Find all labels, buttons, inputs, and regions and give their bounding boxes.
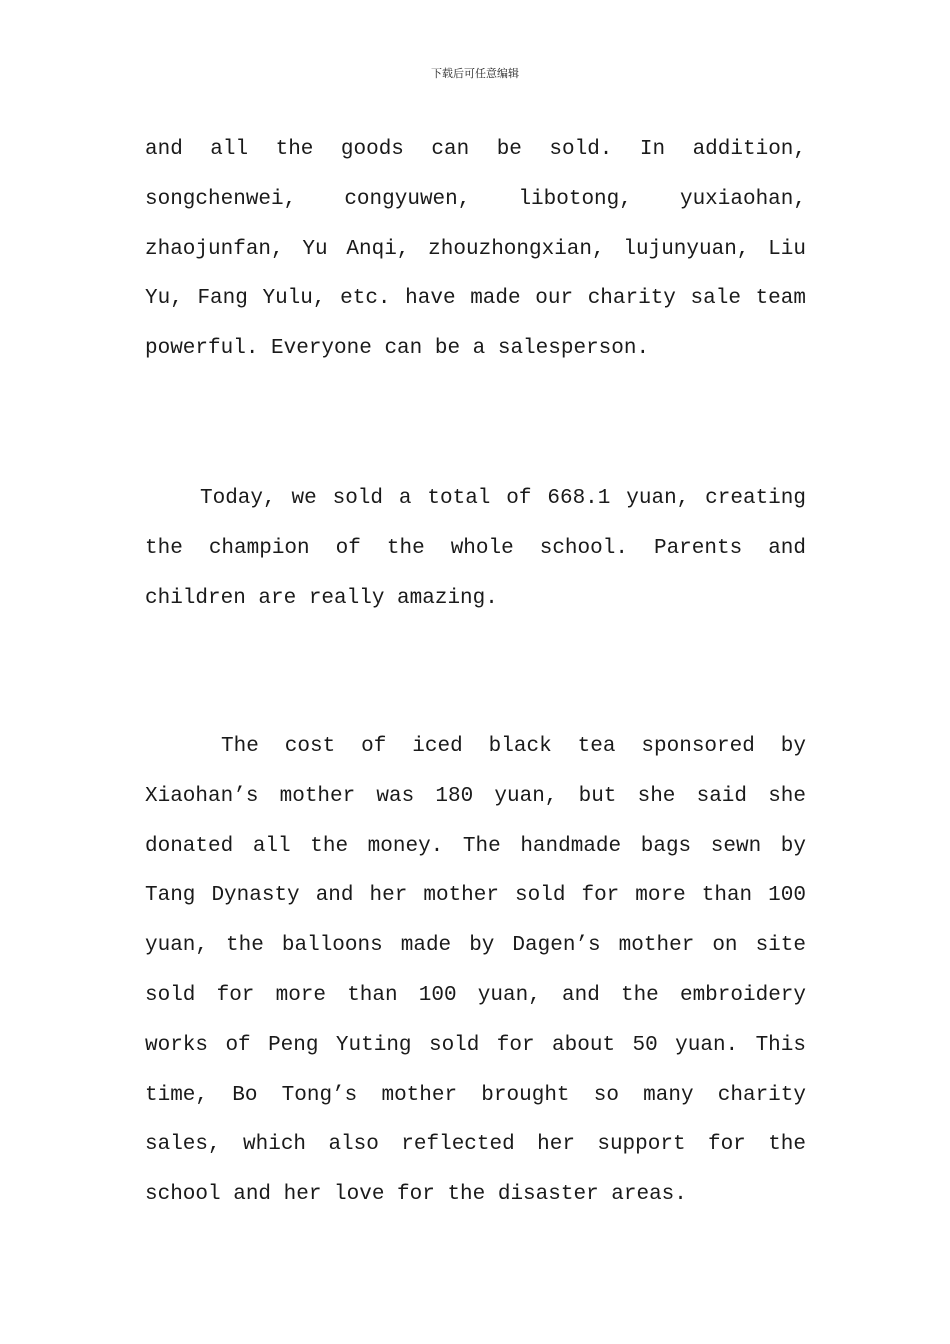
paragraph-donations: The cost of iced black tea sponsored by Xiaohan’s mother was 180 yuan, but she said she donated all the money. The handmade bags sewn by Tang Dynasty and her mother sold for more than 100 yuan, the balloons made by Dagen’s mother on site sold for more than 100 yuan, and the embroidery works of Peng Yuting sold for about 50 yuan. This time, Bo Tong’s mother brought so many charity sales, which also reflected her support for the school and her love for the disaster areas. [145, 735, 806, 1207]
paragraph-charity-sale-team: and all the goods can be sold. In addition, songchenwei, congyuwen, libotong, yuxiaohan, zhaojunfan, Yu Anqi, zhouzhongxian, lujunyuan, Liu Yu, Fang Yulu, etc. have made our charity sale team powerful. Everyone can be a salesperson. [145, 138, 806, 361]
page-header: 下载后可任意编辑 [431, 67, 519, 80]
paragraph-sales-total: Today, we sold a total of 668.1 yuan, creating the champion of the whole school. Parents and children are really amazing. [145, 487, 806, 610]
